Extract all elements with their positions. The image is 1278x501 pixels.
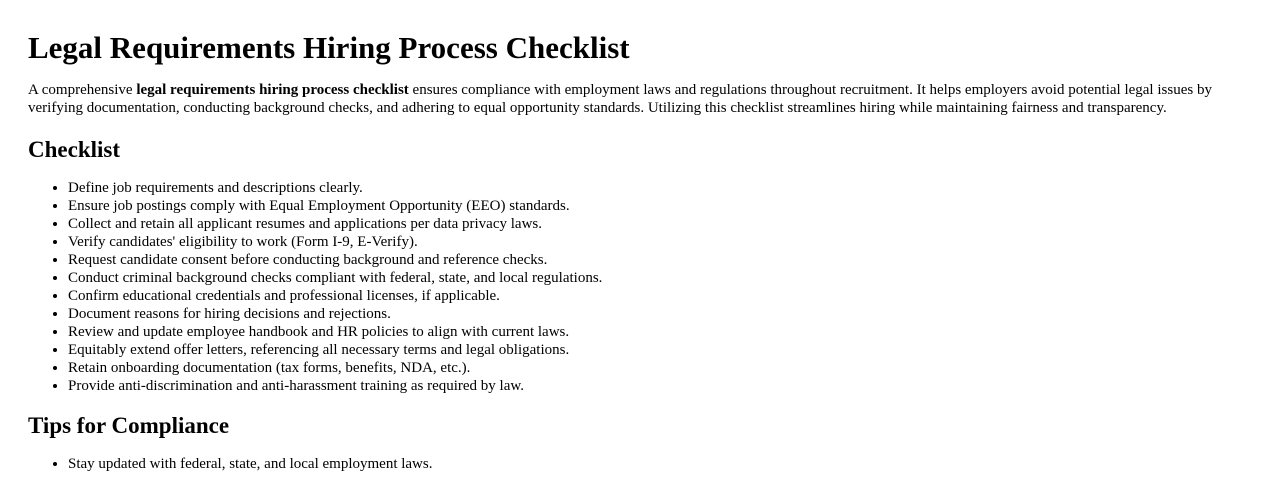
checklist-item: • Ensure job postings comply with Equal Employment Opportunity (EEO) standards. (68, 197, 1250, 215)
checklist-item: • Collect and retain all applicant resumes and applications per data privacy laws. (68, 215, 1250, 233)
checklist-item: • Equitably extend offer letters, referencing all necessary terms and legal obligations. (68, 341, 1250, 359)
checklist-item: • Retain onboarding documentation (tax forms, benefits, NDA, etc.). (68, 359, 1250, 377)
tips-heading: Tips for Compliance (28, 413, 230, 438)
tips-list (28, 455, 1250, 473)
page-title: Legal Requirements Hiring Process Checklist (28, 30, 630, 65)
tips-item: • Stay updated with federal, state, and local employment laws. (68, 455, 1250, 473)
checklist-list (28, 179, 1250, 395)
checklist-item: • Provide anti-discrimination and anti-harassment training as required by law. (68, 377, 1250, 395)
intro-paragraph (28, 81, 1250, 117)
checklist-heading: Checklist (28, 137, 120, 162)
checklist-item: • Verify candidates' eligibility to work (Form I-9, E-Verify). (68, 233, 1250, 251)
intro-text-after: ensures compliance with employment laws and regulations throughout recruitment. It helps employers avoid potential legal issues by verifying documentation, conducting background checks, and adhering to equal opportunity standards. Utilizing this checklist streamlines hiring while maintaining fairness and transparency. (28, 82, 1212, 116)
checklist-item: • Request candidate consent before conducting background and reference checks. (68, 251, 1250, 269)
checklist-item: • Define job requirements and descriptions clearly. (68, 179, 1250, 197)
checklist-item: • Document reasons for hiring decisions and rejections. (68, 305, 1250, 323)
document-content (28, 0, 1250, 473)
checklist-item: • Confirm educational credentials and professional licenses, if applicable. (68, 287, 1250, 305)
intro-bold-phrase: legal requirements hiring process checklist (136, 82, 409, 98)
checklist-item: • Review and update employee handbook and HR policies to align with current laws. (68, 323, 1250, 341)
intro-text-before: A comprehensive (28, 82, 137, 98)
checklist-item: • Conduct criminal background checks compliant with federal, state, and local regulations. (68, 269, 1250, 287)
